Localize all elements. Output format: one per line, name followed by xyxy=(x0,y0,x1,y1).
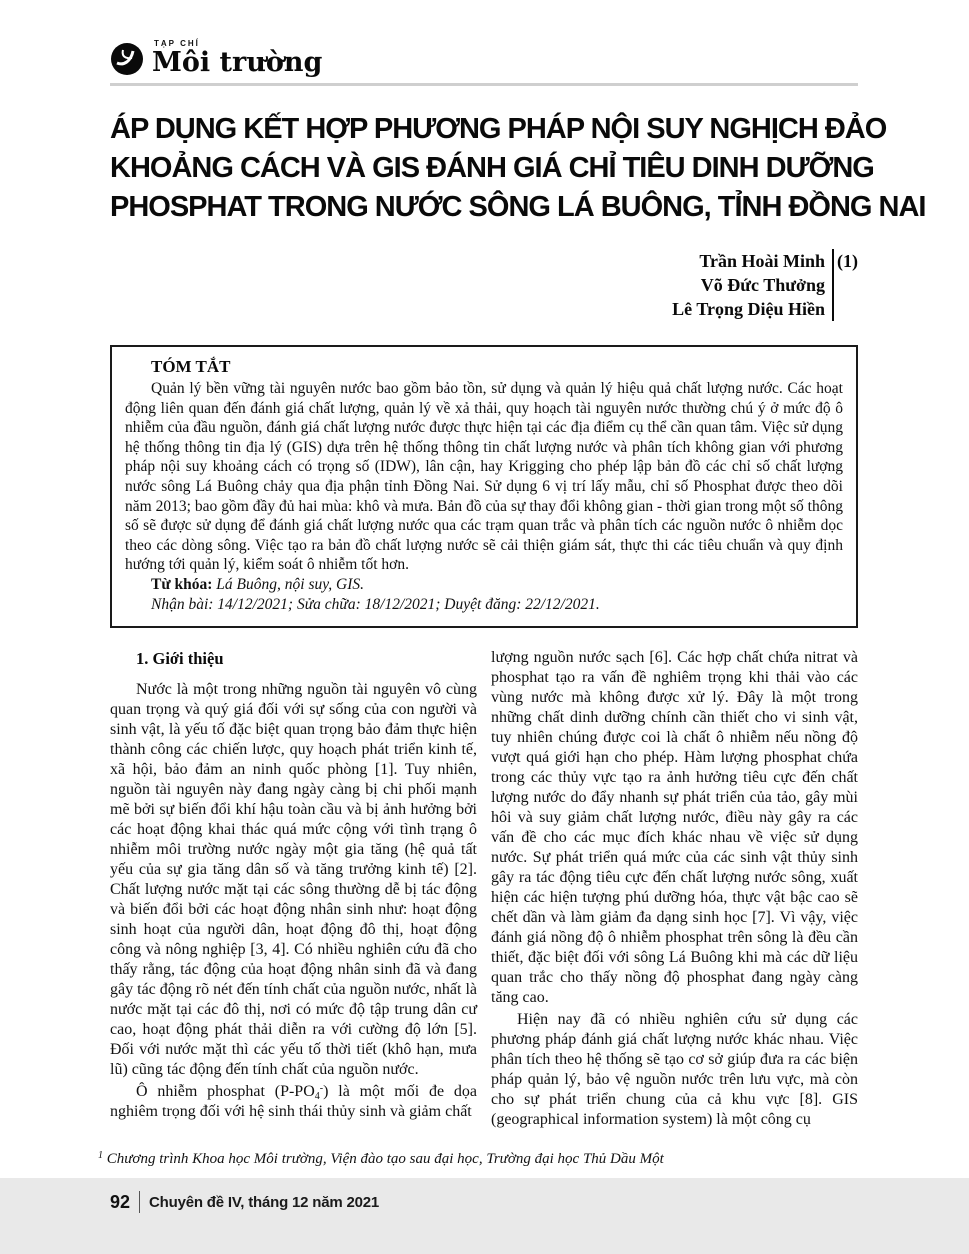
article-title-line3: PHOSPHAT TRONG NƯỚC SÔNG LÁ BUÔNG, TỈNH ĐỒNG NAI xyxy=(110,191,926,223)
paragraph-phosphat xyxy=(110,1082,477,1122)
magazine-small-label: TẠP CHÍ xyxy=(154,39,200,48)
footer-content xyxy=(110,1191,969,1213)
body-columns xyxy=(110,648,858,1130)
author-divider-bar xyxy=(832,249,834,321)
article-title xyxy=(110,110,926,227)
header-divider xyxy=(110,83,858,86)
column-right xyxy=(491,648,858,1130)
paragraph: Nước là một trong những nguồn tài nguyên vô cùng quan trọng và quý giá đối với sự sống của con người và sinh vật, là yếu tố đặc biệt quan trọng bảo đảm thực hiện thành công các chiến lược, quy hoạch phát triển kinh tế, xã hội, bảo đảm an ninh quốc phòng [1]. Tuy nhiên, nguồn tài nguyên này đang ngày càng bị chi phối mạnh mẽ bởi sự biến đổi khí hậu toàn cầu và bị ảnh hưởng bởi các hoạt động khai thác quá mức cộng với tình trạng ô nhiễm môi trường nước ngày một gia tăng (hệ quả tất yếu của sự gia tăng dân số và tăng trưởng kinh tế) [2]. Chất lượng nước mặt tại các sông thường dễ bị tác động và biến đổi bởi các hoạt động nhân sinh như: hoạt động sinh hoạt của người dân, hoạt động đô thị, hoạt động công và nông nghiệp [3, 4]. Có nhiều nghiên cứu đã cho thấy rằng, tác động của hoạt động nhân sinh đã và đang gây tác động rõ nét đến tính chất của nguồn nước, nhất là nước mặt tại các đô thị, nơi có mức độ tập trung dân cư cao, hoạt động phát thải diễn ra với cường độ lớn [5]. Đối với nước mặt thì các yếu tố thời tiết (khô hạn, mưa lũ) cũng tác động đến tính chất của nguồn nước. xyxy=(110,681,477,1079)
authors-block xyxy=(110,249,858,321)
footer-band xyxy=(0,1178,969,1254)
dates-line: Nhận bài: 14/12/2021; Sửa chữa: 18/12/2021; Duyệt đăng: 22/12/2021. xyxy=(151,595,600,613)
phosphat-superscript: - xyxy=(319,1083,324,1095)
page-number: 92 xyxy=(110,1191,131,1212)
author-name: Võ Đức Thưởng xyxy=(700,275,825,295)
phosphat-text-pre: Ô nhiễm phosphat (P-PO xyxy=(136,1083,315,1101)
globe-leaf-icon xyxy=(110,42,144,76)
affiliation-mark: (1) xyxy=(837,251,858,271)
magazine-name: Môi trường xyxy=(152,47,323,78)
phosphat-text-post: ) là một mối đe dọa nghiêm trọng đối với hệ sinh thái thủy sinh và giảm chất xyxy=(110,1083,478,1121)
abstract-box xyxy=(110,345,858,628)
keywords-value: Lá Buông, nội suy, GIS. xyxy=(212,575,364,593)
paragraph: Hiện nay đã có nhiều nghiên cứu sử dụng các phương pháp đánh giá chất lượng nước khác nhau. Việc phân tích theo hệ thống sẽ tạo cơ sở giúp đưa ra các biện pháp quản lý, bảo vệ nguồn nước trên lưu vực, mà còn cho sự phát triển chung của cả khu vực [8]. GIS (geographical information system) là một công cụ xyxy=(491,1011,858,1129)
abstract-body: Quản lý bền vững tài nguyên nước bao gồm bảo tồn, sử dụng và quản lý hiệu quả chất lượng nước. Các hoạt động liên quan đến đánh giá chất lượng, quản lý về xả thải, quy hoạch tài nguyên nước thường chú ý ở mức độ ô nhiễm của đầu nguồn, đánh giá chất lượng nước được thực hiện tại các địa điểm cụ thể cần quan tâm. Việc sử dụng hệ thống thông tin địa lý (GIS) dựa trên hệ thống thông tin chất lượng nước và phân tích không gian với phương pháp nội suy khoảng cách có trọng số (IDW), lân cận, hay Krigging cho phép lập bản đồ các chỉ số chất lượng nước sông Lá Buông chảy qua địa phận tỉnh Đồng Nai. Sử dụng 6 vị trí lấy mẫu, chỉ số Phosphat được theo dõi năm 2013; bao gồm đầy đủ hai mùa: khô và mưa. Bản đồ của sự thay đổi không gian - thời gian trong một số thông số sẽ được sử dụng để đánh giá chất lượng nước qua các trạm quan trắc và phân tích các nguồn nước ô nhiễm dọc theo các dòng sông. Việc tạo ra bản đồ chất lượng nước sẽ cải thiện giám sát, thực thi các tiêu chuẩn và quy định hướng tới quản lý, kiểm soát ô nhiễm tốt hơn. xyxy=(125,380,843,574)
keywords-line xyxy=(151,575,843,595)
footnote-text: Chương trình Khoa học Môi trường, Viện đào tạo sau đại học, Trường đại học Thủ Dầu Một xyxy=(103,1151,664,1168)
footer-issue-label: Chuyên đề IV, tháng 12 năm 2021 xyxy=(149,1193,380,1211)
footnote xyxy=(98,1146,858,1169)
footnote-marker: 1 xyxy=(98,1150,103,1162)
keywords-label: Từ khóa: xyxy=(151,575,213,593)
phosphat-subscript: 4 xyxy=(314,1091,320,1103)
section-heading-introduction: 1. Giới thiệu xyxy=(136,649,224,669)
column-left xyxy=(110,648,477,1130)
magazine-title-block xyxy=(152,40,322,76)
footer-separator xyxy=(139,1191,140,1213)
paragraph: lượng nguồn nước sạch [6]. Các hợp chất chứa nitrat và phosphat tạo ra vấn đề nghiêm trọng khi thải vào các vùng nước mà không được xử lý. Đây là một trong những chất dinh dưỡng chính cần thiết cho vi sinh vật, tuy nhiên chúng được coi là chất ô nhiễm nếu nồng độ vượt quá giới hạn cho phép. Hàm lượng phosphat chứa trong các thủy vực tạo ra ảnh hưởng tiêu cực đến chất lượng nước do đẩy nhanh sự phát triển của tảo, gây mùi hôi và suy giảm chất lượng nước, điều này gây ra các vấn đề cho các mục đích khác nhau về việc sử dụng nước. Sự phát triển quá mức của các sinh vật thủy sinh gây ra tác động tiêu cực đến chất lượng nước sông, xuất hiện các hiện tượng phú dưỡng hóa, thực vật bậc cao sẽ chết dần và làm giảm đa dạng sinh học [7]. Vì vậy, việc đánh giá nồng độ ô nhiễm phosphat trên sông là đều cần thiết, đặc biệt đối với sông Lá Buông khi mà các dữ liệu quan trắc cho thấy nồng độ phosphat đang ngày càng tăng cao. xyxy=(491,649,858,1007)
abstract-heading: TÓM TẮT xyxy=(151,357,231,376)
article-title-line2: KHOẢNG CÁCH VÀ GIS ĐÁNH GIÁ CHỈ TIÊU DINH DƯỠNG xyxy=(110,152,874,184)
author-name: Trần Hoài Minh xyxy=(699,251,825,271)
author-names xyxy=(672,249,825,321)
author-name: Lê Trọng Diệu Hiền xyxy=(672,299,825,319)
article-title-line1: ÁP DỤNG KẾT HỢP PHƯƠNG PHÁP NỘI SUY NGHỊCH ĐẢO xyxy=(110,113,887,145)
magazine-logo xyxy=(110,34,858,76)
